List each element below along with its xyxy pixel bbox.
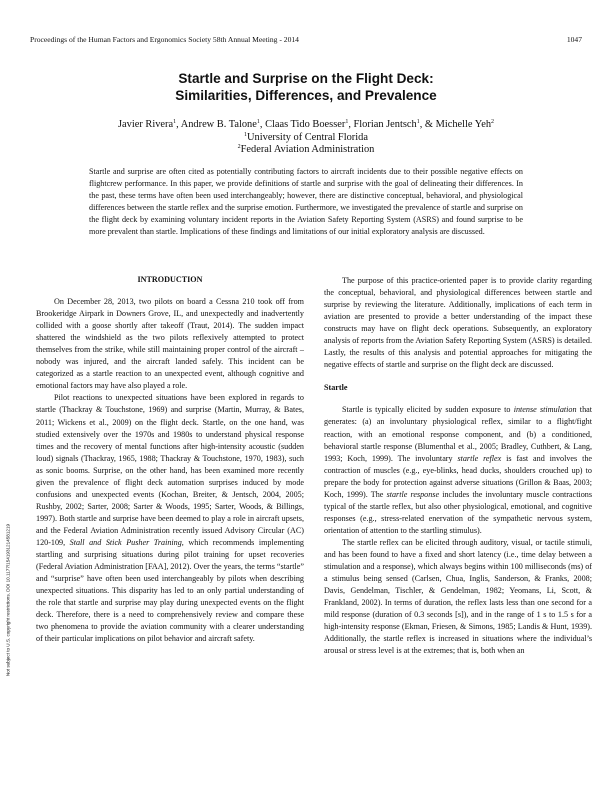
title-line-1: Startle and Surprise on the Flight Deck: (178, 71, 434, 86)
author-affiliation-mark: 1 (256, 119, 260, 125)
running-head (30, 35, 582, 44)
affiliation-mark: 2 (237, 144, 241, 151)
text-run: is fast and involves the contraction of muscles (e.g., eye-blinks, head ducks, shoulders crouched up) to prepare the body for protection against adverse situations (Grillon & Baas, 2003; Koch, 1999). The (324, 453, 592, 499)
affiliation (0, 132, 612, 145)
paragraph: The purpose of this practice-oriented paper is to provide clarity regarding the conceptual, behavioral, and physiological differences between startle and surprise by reviewing the literature. Additionally, implications of each term in aviation are presented to provide a better understanding of the impact these constructs may have on flight deck operations. Subsequently, an exploratory analysis of reports from the Aviation Safety Reporting System (ASRS) is detailed. Lastly, the results of this analysis and potential approaches for mitigating the negative effects of startle and surprise on the flight deck are discussed. (324, 276, 592, 370)
author-name: Javier Rivera (117, 119, 174, 130)
paragraph: The startle reflex can be elicited through auditory, visual, or tactile stimuli, and has been found to have a fixed and short latency (i.e., time delay between a stimulation and a response), which always begins within 100 milliseconds (ms) of a stimulus being sensed (Carlsen, Chua, Inglis, Sanderson, & Franks, 2008; Davis, Gendelman, Tischler, & Gendelman, 1982; Yeomans, Li, Scott, & Frankland, 2002). In terms of duration, the reflex lasts less than one second for a mild response (duration of 0.3 seconds [s]), and in the range of 1 s to 1.5 s for a high-intensity response (Ekman, Friesen, & Simons, 1985; Landis & Hunt, 1939). Additionally, the startle reflex is increased in situations where the individual’s arousal or stress level is at the extremes; that is, both when an (324, 537, 592, 656)
italic-term: startle reflex (457, 453, 502, 463)
paragraph: On December 28, 2013, two pilots on board a Cessna 210 took off from Brookeridge Airpark in Downers Grove, IL, and unexpectedly and inadvertently collided with a goose shortly after takeoff (Traut, 2014). The sudden impact shattered the windshield as the two pilots reflexively attempted to protect themselves from the strike, while still maintaining proper control of the aircraft – nobody was injured, and the aircraft landed safely. This incident can be categorized as a startle reaction to an unexpected event, although cognitive and emotional factors may have also played a role. (36, 297, 304, 391)
author-affiliation-mark: 1 (416, 119, 420, 125)
paper-title (0, 70, 612, 104)
italic-term: startle response (386, 489, 440, 499)
affiliation-mark: 1 (244, 131, 248, 138)
author-name: Claas Tido Boesser (265, 119, 346, 130)
author-list: Javier Rivera$^1$, Andrew B. Talone$^1$, Claas Tido Boesser$^1$, Florian Jentsch$^1$, & Michelle Yeh$^2$ (117, 119, 495, 130)
text-run: , which recommends implementing startling and surprising situations during pilot training for upset recoveries (Federal Aviation Administration [FAA], 2012). Over the years, the terms “startle” and “surprise” have often been used interchangeably by pilots when describing unexpected situations. This disparity has led to an only partial understanding of the role that startle and surprise may play during unexpected events on the flight deck. Therefore, there is a need to comprehensively review and compare these two phenomena to provide the aviation community with a clearer understanding of their particular implications on pilot behavior and aircraft safety. (36, 537, 304, 644)
author-block (0, 119, 612, 157)
author-affiliation-mark: 2 (491, 119, 495, 125)
right-column (324, 275, 592, 657)
text-run: Pilot reactions to unexpected situations have been explored in regards to startle (Thackray & Touchstone, 1969) and surprise (Martin, Murray, & Bates, 2011; Wickens et al., 2009) on the flight deck. Startle, on the one hand, was studied extensively over the 1970s and 1980s to understand physical response times and the recovery of mental functions after high-intensity acoustic (sudden loud) signals (Thackray, 1965, 1988; Thackray & Touchstone, 1970, 1983), such as sonic booms. Surprise, on the other hand, has been examined more recently given the prevalence of flight deck automation surprises induced by mode confusions and unexpected events (Kochan, Breiter, & Jentsch, 2004, 2005; Rushby, 2002; Sarter, 2008; Sarter & Woods, 1995; Sarter, Woods, & Billings, 1997). Both startle and surprise have been deemed to play a role in aircraft upsets, and the Federal Aviation Administration recently issued Advisory Circular (AC) 120-109, (36, 393, 304, 547)
italic-term: intense stimulation (513, 405, 577, 415)
affiliation (0, 144, 612, 157)
italic-title: Stall and Stick Pusher Training (69, 537, 182, 547)
paragraph (324, 404, 592, 537)
copyright-sidebar (3, 440, 13, 760)
author-name: Florian Jentsch (353, 119, 417, 130)
text-run: Startle is typically elicited by sudden exposure to (342, 405, 514, 415)
title-line-2: Similarities, Differences, and Prevalence (175, 88, 437, 103)
affiliation-name: University of Central Florida (247, 131, 368, 143)
text-run: includes the involuntary muscle contractions typical of the startle reflex, but also other physiological, emotional, and cognitive responses (e.g., stress-related enervation of the sympathetic nervous system, orientation of attention to the startling stimulus). (324, 489, 592, 535)
author-name: Andrew B. Talone (180, 119, 257, 130)
abstract: Startle and surprise are often cited as potentially contributing factors to aircraft incidents due to their possible negative effects on flightcrew performance. In this paper, we provide definitions of startle and surprise with the goal of delineating their differences. In the past, these terms have often been used interchangeably; however, there are distinctive conceptual, behavioral, and physiological differences between the startle reflex and the surprise emotion. Furthermore, we investigated the prevalence of startle and surprise on the flight deck by examining voluntary incident reports in the Aviation Safety Reporting System (ASRS) and found surprise to be more prevalent than startle. Implications of these findings and limitations of our initial exploratory analysis are discussed. (89, 167, 523, 237)
author-affiliation-mark: 1 (345, 119, 349, 125)
author-name: & Michelle Yeh (424, 119, 492, 130)
copyright-doi-notice: Not subject to U.S. copyright restrictions. DOI 10.1177/1541931214581219 (5, 523, 11, 677)
section-heading-introduction: INTRODUCTION (137, 275, 203, 284)
affiliation-name: Federal Aviation Administration (240, 144, 375, 156)
section-heading-startle: Startle (324, 383, 348, 393)
proceedings-title: Proceedings of the Human Factors and Ergonomics Society 58th Annual Meeting - 2014 (30, 35, 299, 44)
page-number: 1047 (566, 35, 582, 44)
left-column (36, 274, 304, 645)
author-affiliation-mark: 1 (173, 119, 177, 125)
paragraph (36, 392, 304, 645)
text-run: that generates: (a) an involuntary physiological reflex, similar to a flight/fight reaction, with an emotional response component, and (b) a conditioned, behavioral startle response (Blumenthal et al., 2005; Bradley, Cuthbert, & Lang, 1993; Koch, 1999). The involuntary (324, 405, 592, 463)
